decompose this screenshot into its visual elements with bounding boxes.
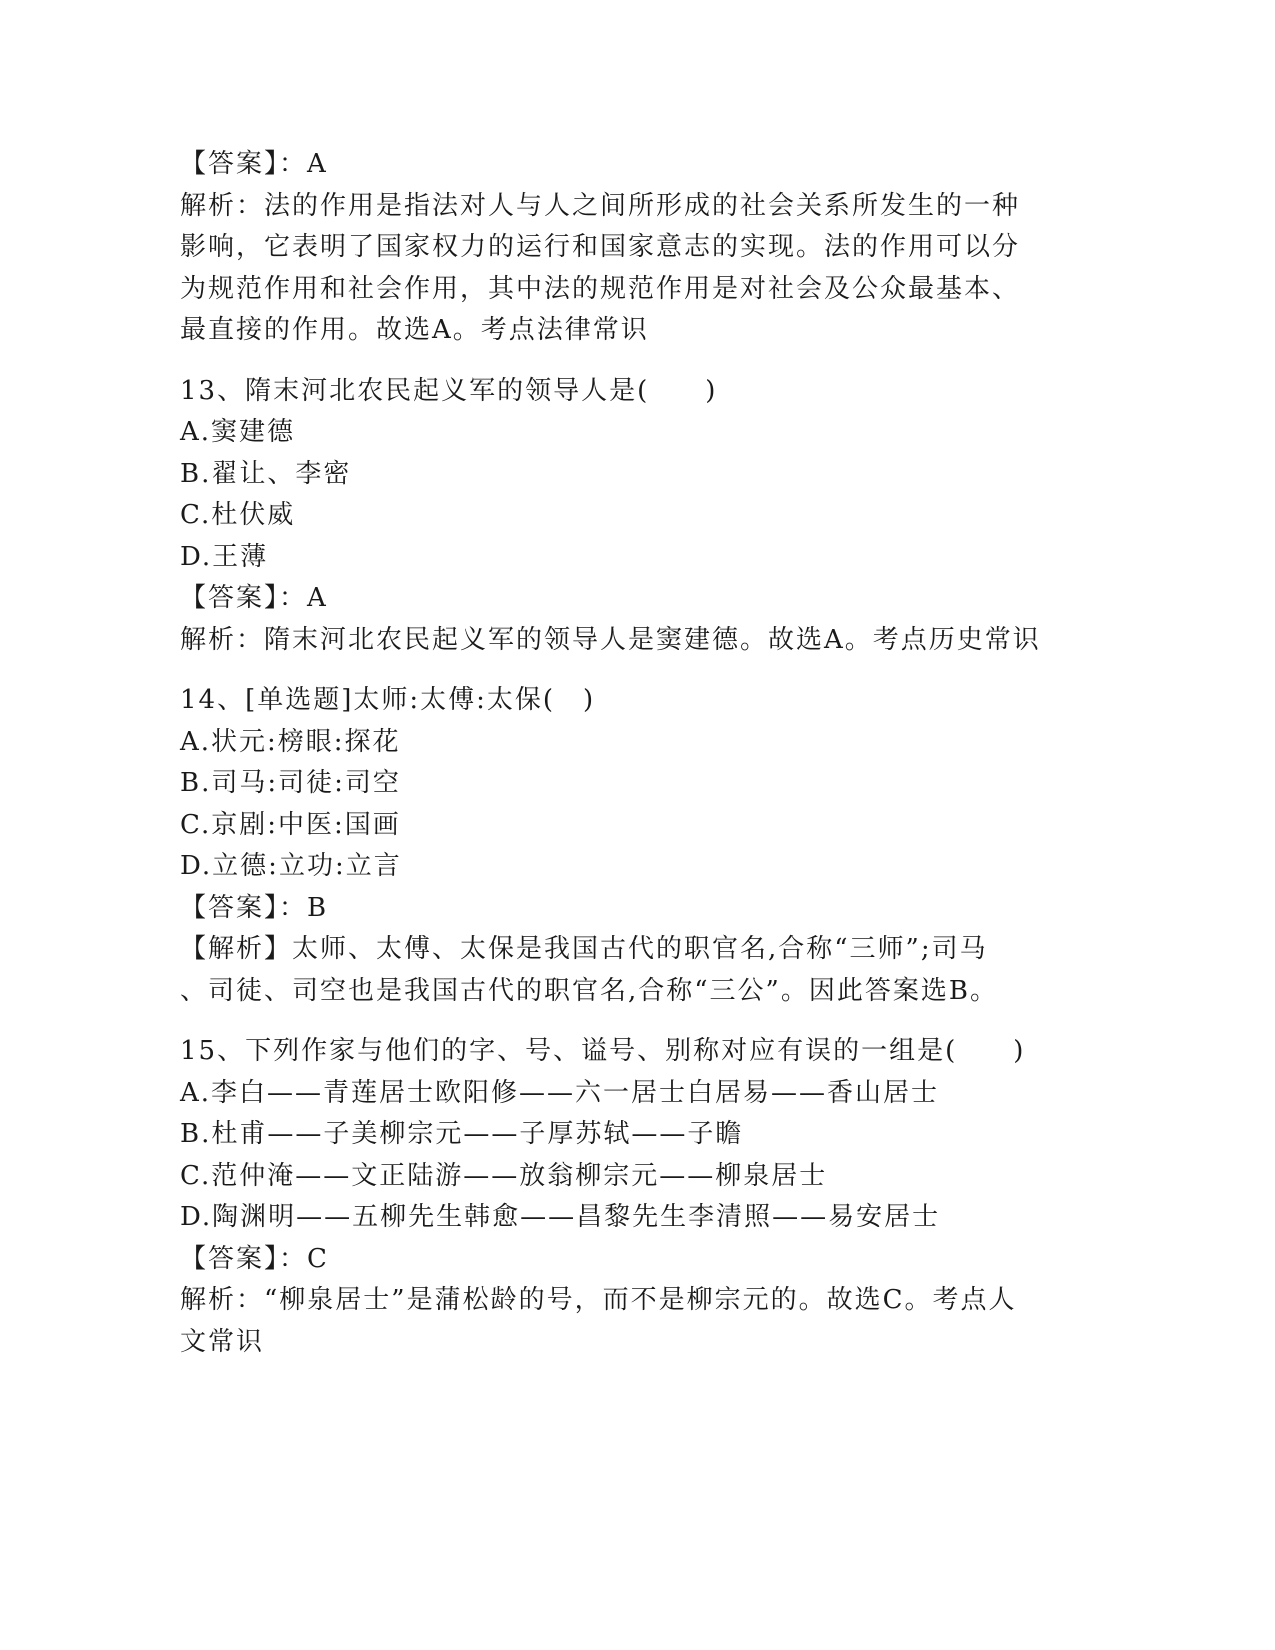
answer-line: 【答案】：A bbox=[180, 149, 328, 179]
question-stem: 15、下列作家与他们的字、号、谥号、别称对应有误的一组是( ) bbox=[180, 1036, 1026, 1066]
option-a: A.李白——青莲居士欧阳修——六一居士白居易——香山居士 bbox=[180, 1077, 940, 1108]
analysis-line: 解析：法的作用是指法对人与人之间所形成的社会关系所发生的一种 bbox=[180, 190, 1021, 221]
analysis-line: 解析：隋末河北农民起义军的领导人是窦建德。故选A。考点历史常识 bbox=[180, 624, 1041, 655]
analysis-line: 文常识 bbox=[180, 1326, 265, 1357]
option-c: C.京剧:中医:国画 bbox=[180, 809, 401, 840]
block-spacer bbox=[180, 352, 1080, 371]
option-d: D.王薄 bbox=[180, 541, 269, 572]
question-13-block bbox=[180, 371, 1080, 662]
analysis-line: 影响，它表明了国家权力的运行和国家意志的实现。法的作用可以分 bbox=[180, 232, 1021, 262]
analysis-line: 最直接的作用。故选A。考点法律常识 bbox=[180, 315, 649, 345]
answer-line: 【答案】：C bbox=[180, 1243, 329, 1274]
option-b: B.翟让、李密 bbox=[180, 458, 352, 489]
option-c: C.杜伏威 bbox=[180, 500, 296, 530]
option-c: C.范仲淹——文正陆游——放翁柳宗元——柳泉居士 bbox=[180, 1160, 828, 1191]
analysis-line: 解析：“柳泉居士”是蒲松龄的号，而不是柳宗元的。故选C。考点人 bbox=[180, 1285, 1017, 1315]
option-a: A.窦建德 bbox=[180, 417, 296, 447]
answer-line: 【答案】：A bbox=[180, 583, 328, 613]
question-stem: 14、[单选题]太师:太傅:太保( ) bbox=[180, 685, 596, 715]
question-12-answer-block bbox=[180, 144, 1080, 352]
analysis-line: 【解析】太师、太傅、太保是我国古代的职官名,合称“三师”;司马 bbox=[180, 934, 988, 964]
document-page bbox=[180, 144, 1080, 1363]
question-stem: 13、隋末河北农民起义军的领导人是( ) bbox=[180, 375, 718, 406]
option-d: D.陶渊明——五柳先生韩愈——昌黎先生李清照——易安居士 bbox=[180, 1202, 941, 1232]
analysis-line: 、司徒、司空也是我国古代的职官名,合称“三公”。因此答案选B。 bbox=[180, 975, 998, 1006]
option-a: A.状元:榜眼:探花 bbox=[180, 726, 401, 757]
answer-line: 【答案】：B bbox=[180, 892, 329, 923]
option-d: D.立德:立功:立言 bbox=[180, 851, 402, 881]
question-14-block bbox=[180, 680, 1080, 1012]
question-15-block bbox=[180, 1031, 1080, 1363]
option-b: B.杜甫——子美柳宗元——子厚苏轼——子瞻 bbox=[180, 1119, 744, 1149]
block-spacer bbox=[180, 661, 1080, 680]
analysis-line: 为规范作用和社会作用，其中法的规范作用是对社会及公众最基本、 bbox=[180, 273, 1021, 304]
block-spacer bbox=[180, 1012, 1080, 1031]
option-b: B.司马:司徒:司空 bbox=[180, 768, 401, 798]
